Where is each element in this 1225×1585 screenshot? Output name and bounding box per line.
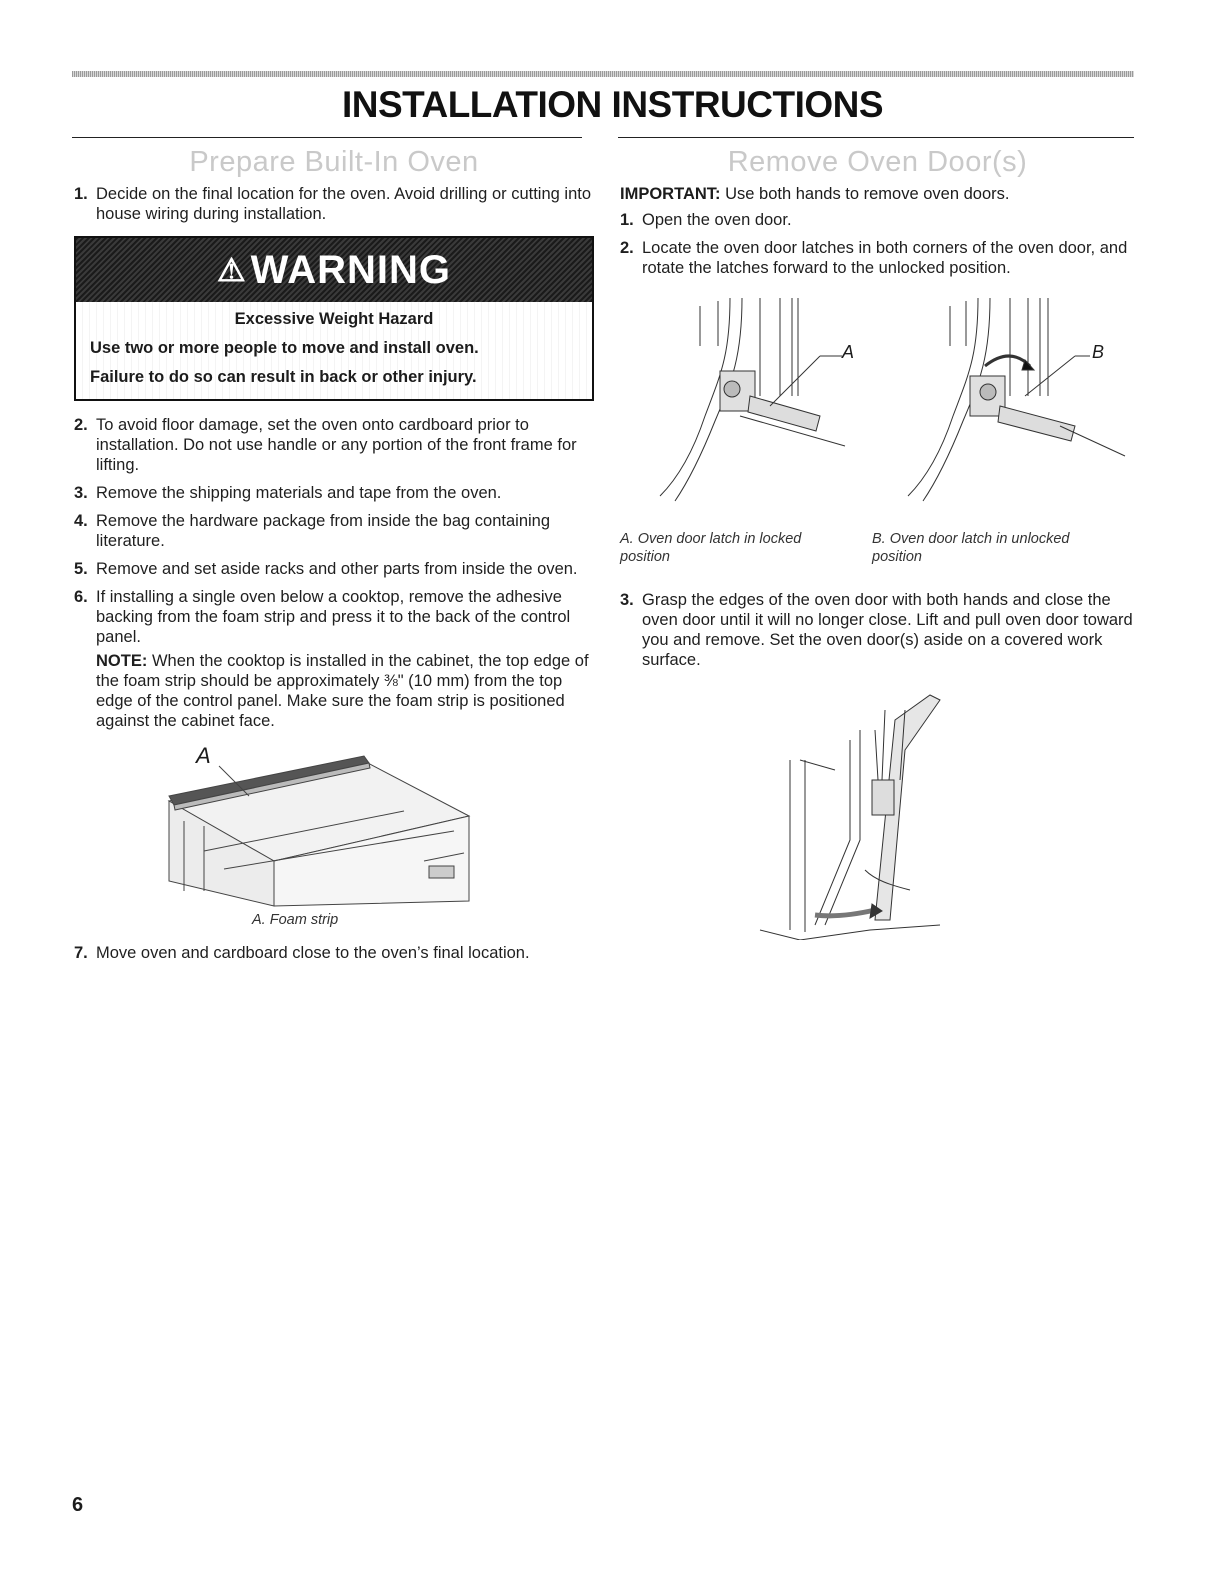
- warning-banner: [76, 238, 592, 302]
- step-text: Remove the hardware package from inside the bag containing literature.: [96, 512, 551, 550]
- step-text: Remove and set aside racks and other parts from inside the oven.: [96, 560, 578, 578]
- step-text: Grasp the edges of the oven door with both hands and close the oven door until it will no longer close. Lift and pull oven door toward you and remove. Set the oven door(s) aside on a covered work surface.: [642, 591, 1133, 669]
- warning-body: [76, 302, 592, 399]
- step-2-remove: [620, 238, 1135, 278]
- step-5-prepare: [74, 559, 594, 579]
- step-number: 2.: [74, 416, 88, 434]
- caption-locked: A. Oven door latch in locked position: [620, 531, 802, 565]
- warning-line-1: Use two or more people to move and install oven.: [90, 339, 479, 357]
- important-note: [620, 184, 1135, 204]
- step-number: 6.: [74, 588, 88, 606]
- step-text: Move oven and cardboard close to the oven’s final location.: [96, 944, 530, 962]
- header-rule: [72, 71, 1134, 77]
- right-title-rule: [618, 137, 1134, 138]
- step-3-remove: [620, 590, 1135, 670]
- callout-label-a: A: [842, 342, 855, 362]
- step-number: 3.: [620, 591, 634, 609]
- figure-caption: A. Foam strip: [252, 912, 339, 928]
- important-label: IMPORTANT:: [620, 185, 721, 203]
- step-text: Remove the shipping materials and tape from the oven.: [96, 484, 502, 502]
- warning-box: [74, 236, 594, 401]
- step-7-prepare: [74, 943, 594, 963]
- step-number: 1.: [620, 211, 634, 229]
- section-title-prepare: Prepare Built-In Oven: [189, 146, 479, 178]
- foam-strip-note: [96, 651, 594, 731]
- callout-label-b: B: [1092, 342, 1105, 362]
- important-text: Use both hands to remove oven doors.: [725, 185, 1010, 203]
- caption-unlocked: B. Oven door latch in unlocked position: [872, 531, 1070, 565]
- step-text: Open the oven door.: [642, 211, 792, 229]
- step-4-prepare: [74, 511, 594, 551]
- step-number: 4.: [74, 512, 88, 530]
- door-latch-figures: [620, 286, 1135, 586]
- warning-triangle-icon: ⚠: [216, 252, 247, 288]
- step-number: 5.: [74, 560, 88, 578]
- step-text: Decide on the final location for the oven. Avoid drilling or cutting into house wiring during installation.: [96, 185, 591, 223]
- step-text: If installing a single oven below a cooktop, remove the adhesive backing from the foam strip and press it to the back of the control panel.: [96, 588, 571, 646]
- step-6-prepare: [74, 587, 594, 647]
- section-title-remove-door: Remove Oven Door(s): [727, 146, 1028, 178]
- step-number: 1.: [74, 185, 88, 203]
- step-number: 3.: [74, 484, 88, 502]
- step-text: Locate the oven door latches in both corners of the oven door, and rotate the latches forward to the unlocked position.: [642, 239, 1128, 277]
- step-3-prepare: [74, 483, 594, 503]
- left-column: [74, 140, 594, 971]
- note-label: NOTE:: [96, 652, 148, 670]
- step-1-remove: [620, 210, 1135, 230]
- page-number: 6: [72, 1494, 84, 1516]
- callout-label-a: A: [196, 743, 211, 768]
- note-text: When the cooktop is installed in the cabinet, the top edge of the foam strip should be approximately ⅜" (10 mm) from the top edge of the control panel. Make sure the foam strip is positioned against the cabinet face.: [96, 652, 589, 730]
- right-column: [620, 140, 1135, 940]
- warning-heading: WARNING: [250, 247, 451, 292]
- step-number: 7.: [74, 944, 88, 962]
- step-2-prepare: [74, 415, 594, 475]
- left-title-rule: [72, 137, 582, 138]
- oven-foam-strip-illustration: [74, 741, 594, 911]
- foam-strip-figure: [74, 741, 594, 931]
- step-text: To avoid floor damage, set the oven onto cardboard prior to installation. Do not use handle or any portion of the front frame for lifting.: [96, 416, 577, 474]
- warning-subtitle: Excessive Weight Hazard: [234, 310, 434, 328]
- door-latch-illustration: [620, 286, 1135, 526]
- step-1-prepare: [74, 184, 594, 224]
- door-removal-illustration: [620, 680, 1135, 940]
- step-number: 2.: [620, 239, 634, 257]
- page-title: INSTALLATION INSTRUCTIONS: [341, 84, 884, 125]
- warning-line-2: Failure to do so can result in back or other injury.: [90, 368, 477, 386]
